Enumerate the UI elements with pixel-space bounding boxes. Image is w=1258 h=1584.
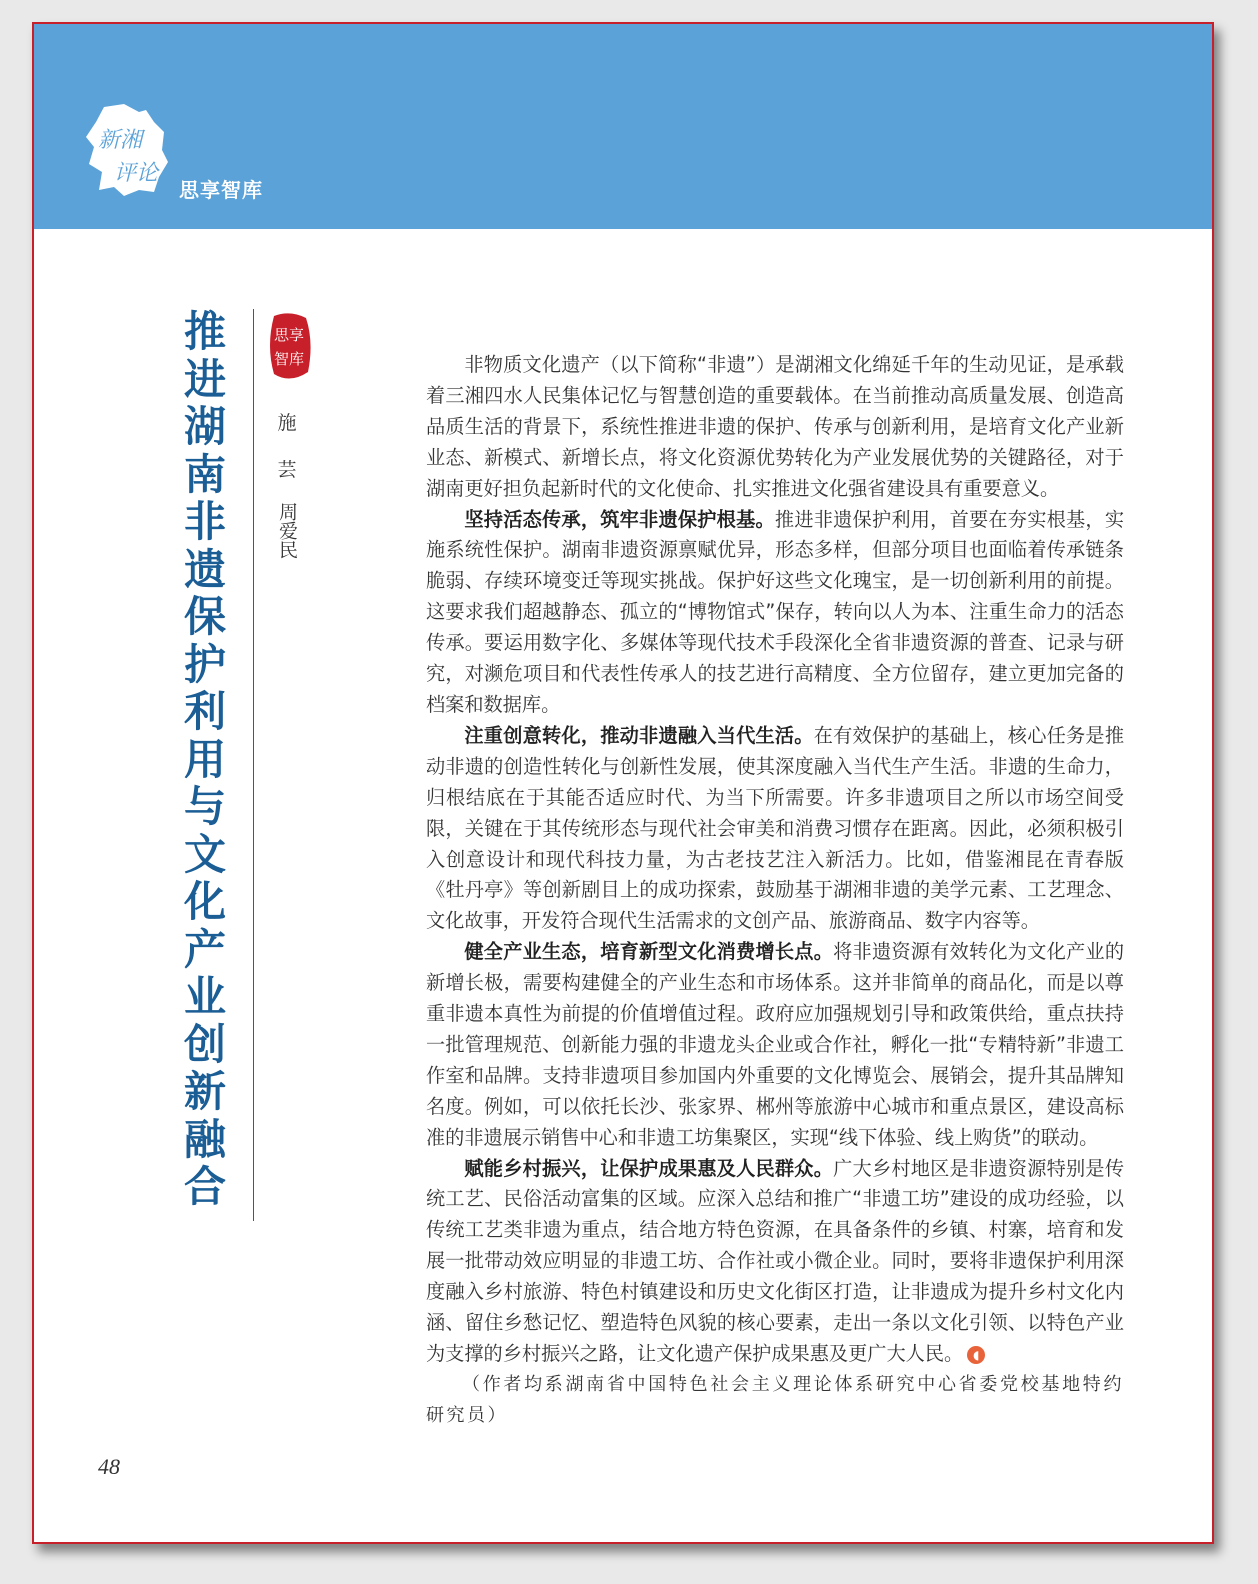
paragraph: 坚持活态传承，筑牢非遗保护根基。推进非遗保护利用，首要在夯实根基，实施系统性保护。湖南非遗资源禀赋优异，形态多样，但部分项目也面临着传承链条脆弱、存续环境变迁等现实挑战。保护好这些文化瑰宝，是一切创新利用的前提。这要求我们超越静态、孤立的“博物馆式”保存，转向以人为本、注重生命力的活态传承。要运用数字化、多媒体等现代技术手段深化全省非遗资源的普查、记录与研究，对濒危项目和代表性传承人的技艺进行高精度、全方位留存，建立更加完备的档案和数据库。 bbox=[426, 507, 1125, 716]
title-char: 南 bbox=[183, 449, 226, 499]
article-title bbox=[180, 308, 230, 1211]
paragraph-lead: 健全产业生态，培育新型文化消费增长点。 bbox=[464, 940, 834, 964]
title-char: 用 bbox=[183, 734, 226, 784]
svg-text:评论: 评论 bbox=[114, 161, 159, 186]
title-char: 新 bbox=[183, 1067, 226, 1116]
title-char: 推 bbox=[183, 307, 226, 356]
title-char: 遗 bbox=[183, 544, 226, 594]
paragraph-lead: 注重创意转化，推动非遗融入当代生活。 bbox=[464, 723, 814, 747]
svg-text:新湘: 新湘 bbox=[98, 128, 143, 153]
title-char: 业 bbox=[183, 972, 226, 1021]
paragraph: 健全产业生态，培育新型文化消费增长点。将非遗资源有效转化为文化产业的新增长极，需要构建健全的产业生态和市场体系。这并非简单的商品化，而是以尊重非遗本真性为前提的价值增值过程。政府应加强规划引导和政策供给，重点扶持一批管理规范、创新能力强的非遗龙头企业或合作社，孵化一批“专精特新”非遗工作室和品牌。支持非遗项目参加国内外重要的文化博览会、展销会，提升其品牌知名度。例如，可以依托长沙、张家界、郴州等旅游中心城市和重点景区，建设高标准的非遗展示销售中心和非遗工坊集聚区，实现“线下体验、线上购货”的联动。 bbox=[426, 940, 1125, 1149]
title-char: 利 bbox=[183, 687, 226, 736]
svg-text:思享: 思享 bbox=[274, 326, 305, 344]
title-char: 文 bbox=[183, 829, 226, 879]
title-char: 产 bbox=[183, 924, 226, 974]
author-name: 周爱民 bbox=[276, 502, 298, 559]
title-char: 护 bbox=[183, 639, 226, 689]
title-char: 合 bbox=[183, 1162, 226, 1211]
title-char: 非 bbox=[183, 497, 226, 546]
title-char: 保 bbox=[183, 592, 226, 641]
paragraph: 赋能乡村振兴，让保护成果惠及人民群众。广大乡村地区是非遗资源特别是传统工艺、民俗活动富集的区域。应深入总结和推广“非遗工坊”建设的成功经验，以传统工艺类非遗为重点，结合地方特色资源，在具备条件的乡镇、村寨，培育和发展一批带动效应明显的非遗工坊、合作社或小微企业。同时，要将非遗保护利用深度融入乡村旅游、特色村镇建设和历史文化街区打造，让非遗成为提升乡村文化内涵、留住乡愁记忆、塑造特色风貌的核心要素，走出一条以文化引领、以特色产业为支撑的乡村振兴之路，让文化遗产保护成果惠及更广大人民。 ◖ bbox=[426, 1156, 1125, 1365]
authors bbox=[272, 412, 302, 559]
page-number: 48 bbox=[98, 1454, 120, 1479]
end-mark-icon: ◖ bbox=[967, 1346, 985, 1364]
paragraph-lead: 赋能乡村振兴，让保护成果惠及人民群众。 bbox=[464, 1156, 834, 1180]
hunan-map-logo-icon bbox=[84, 102, 169, 197]
title-char: 创 bbox=[183, 1019, 226, 1069]
author-char: 芸 bbox=[277, 459, 297, 481]
paragraph-lead: 坚持活态传承，筑牢非遗保护根基。 bbox=[464, 507, 775, 531]
svg-text:智库: 智库 bbox=[274, 350, 305, 368]
title-char: 进 bbox=[183, 354, 226, 404]
title-char: 化 bbox=[183, 877, 226, 926]
divider-line bbox=[253, 309, 254, 1221]
title-char: 融 bbox=[183, 1114, 226, 1164]
paragraph: 非物质文化遗产（以下简称“非遗”）是湖湘文化绵延千年的生动见证，是承载着三湘四水人民集体记忆与智慧创造的重要载体。在当前推动高质量发展、创造高品质生活的背景下，系统性推进非遗的保护、传承与创新利用，是培育文化产业新业态、新模式、新增长点，将文化资源优势转化为产业发展优势的关键路径，对于湖南更好担负起新时代的文化使命、扎实推进文化强省建设具有重要意义。 bbox=[426, 353, 1124, 500]
title-char: 湖 bbox=[183, 402, 226, 451]
magazine-page bbox=[32, 22, 1214, 1544]
title-char: 与 bbox=[183, 782, 226, 831]
author-char: 施 bbox=[277, 412, 297, 434]
paragraph: 注重创意转化，推动非遗融入当代生活。在有效保护的基础上，核心任务是推动非遗的创造性转化与创新性发展，使其深度融入当代生产生活。非遗的生命力，归根结底在于其能否适应时代、为当下所需要。许多非遗项目之所以市场空间受限，关键在于其传统形态与现代社会审美和消费习惯存在距离。因此，必须积极引入创意设计和现代科技力量，为古老技艺注入新活力。比如，借鉴湘昆在青春版《牡丹亭》等创新剧目上的成功探索，鼓励基于湖湘非遗的美学元素、工艺理念、文化故事，开发符合现代生活需求的文创产品、旅游商品、数字内容等。 bbox=[426, 723, 1125, 933]
column-name: 思享智库 bbox=[179, 178, 263, 202]
article-body bbox=[426, 350, 1124, 1432]
seal-stamp-icon bbox=[266, 312, 314, 382]
header-banner bbox=[34, 24, 1212, 229]
author-note: （作者均系湖南省中国特色社会主义理论体系研究中心省委党校基地特约研究员） bbox=[426, 1373, 1124, 1426]
